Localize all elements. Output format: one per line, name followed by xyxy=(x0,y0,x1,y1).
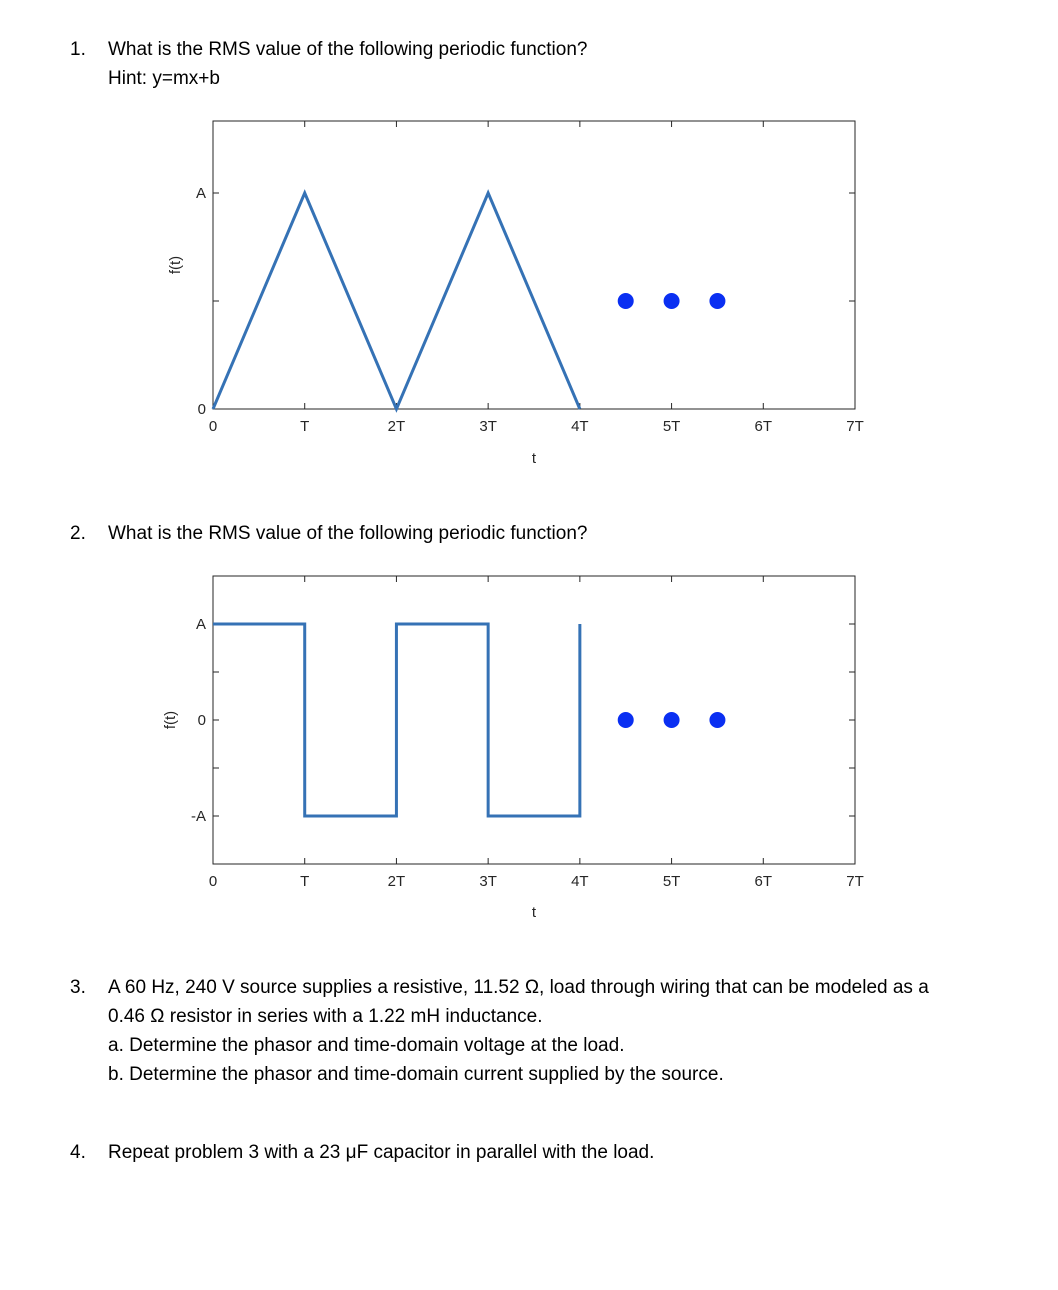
question-4 xyxy=(70,1138,1030,1168)
x-tick-label: 7T xyxy=(846,873,864,890)
x-tick-label: 2T xyxy=(387,418,406,435)
x-tick-label: 4T xyxy=(571,418,589,435)
question-hint: Hint: y=mx+b xyxy=(108,68,220,89)
x-tick-label: 2T xyxy=(387,873,406,890)
x-tick-label: 4T xyxy=(571,873,589,890)
y-tick-label: A xyxy=(195,185,206,202)
x-tick-label: 5T xyxy=(662,873,681,890)
question-text: What is the RMS value of the following periodic function? xyxy=(108,523,588,544)
question-number: 3. xyxy=(70,977,86,998)
x-tick-label: 3T xyxy=(479,418,497,435)
continuation-dot xyxy=(709,712,725,728)
question-text: What is the RMS value of the following periodic function? xyxy=(108,39,588,60)
question-number: 1. xyxy=(70,39,86,60)
x-tick-label: 7T xyxy=(846,418,864,435)
y-tick-label: 0 xyxy=(197,401,206,418)
y-tick-label: A xyxy=(195,616,206,633)
continuation-dot xyxy=(664,712,680,728)
question-number: 2. xyxy=(70,523,86,544)
x-tick-label: 6T xyxy=(754,418,773,435)
x-tick-label: 5T xyxy=(662,418,681,435)
x-tick-label: 0 xyxy=(208,873,218,890)
question-part-b: b. Determine the phasor and time-domain current supplied by the source. xyxy=(108,1064,724,1085)
question-text: Repeat problem 3 with a 23 μF capacitor in parallel with the load. xyxy=(108,1142,655,1163)
y-tick-label: -A xyxy=(191,808,206,825)
plot-area xyxy=(213,576,855,864)
x-tick-label: T xyxy=(300,873,310,890)
x-tick-label: 0 xyxy=(208,418,218,435)
y-axis-label: f(t) xyxy=(162,710,179,730)
question-number: 4. xyxy=(70,1142,86,1163)
question-3 xyxy=(70,973,1055,1093)
x-tick-label: 3T xyxy=(479,873,497,890)
x-tick-label: T xyxy=(300,418,310,435)
question-text-line-2: 0.46 Ω resistor in series with a 1.22 mH inductance. xyxy=(108,1006,543,1027)
x-axis-label: t xyxy=(531,904,537,921)
continuation-dot xyxy=(618,712,634,728)
x-axis-label: t xyxy=(531,450,537,467)
x-tick-label: 6T xyxy=(754,873,773,890)
question-text-line-1: A 60 Hz, 240 V source supplies a resistive, 11.52 Ω, load through wiring that can be modeled as a xyxy=(108,977,929,998)
question-part-a: a. Determine the phasor and time-domain voltage at the load. xyxy=(108,1035,625,1056)
y-tick-label: 0 xyxy=(197,712,206,729)
y-axis-label: f(t) xyxy=(167,255,184,275)
